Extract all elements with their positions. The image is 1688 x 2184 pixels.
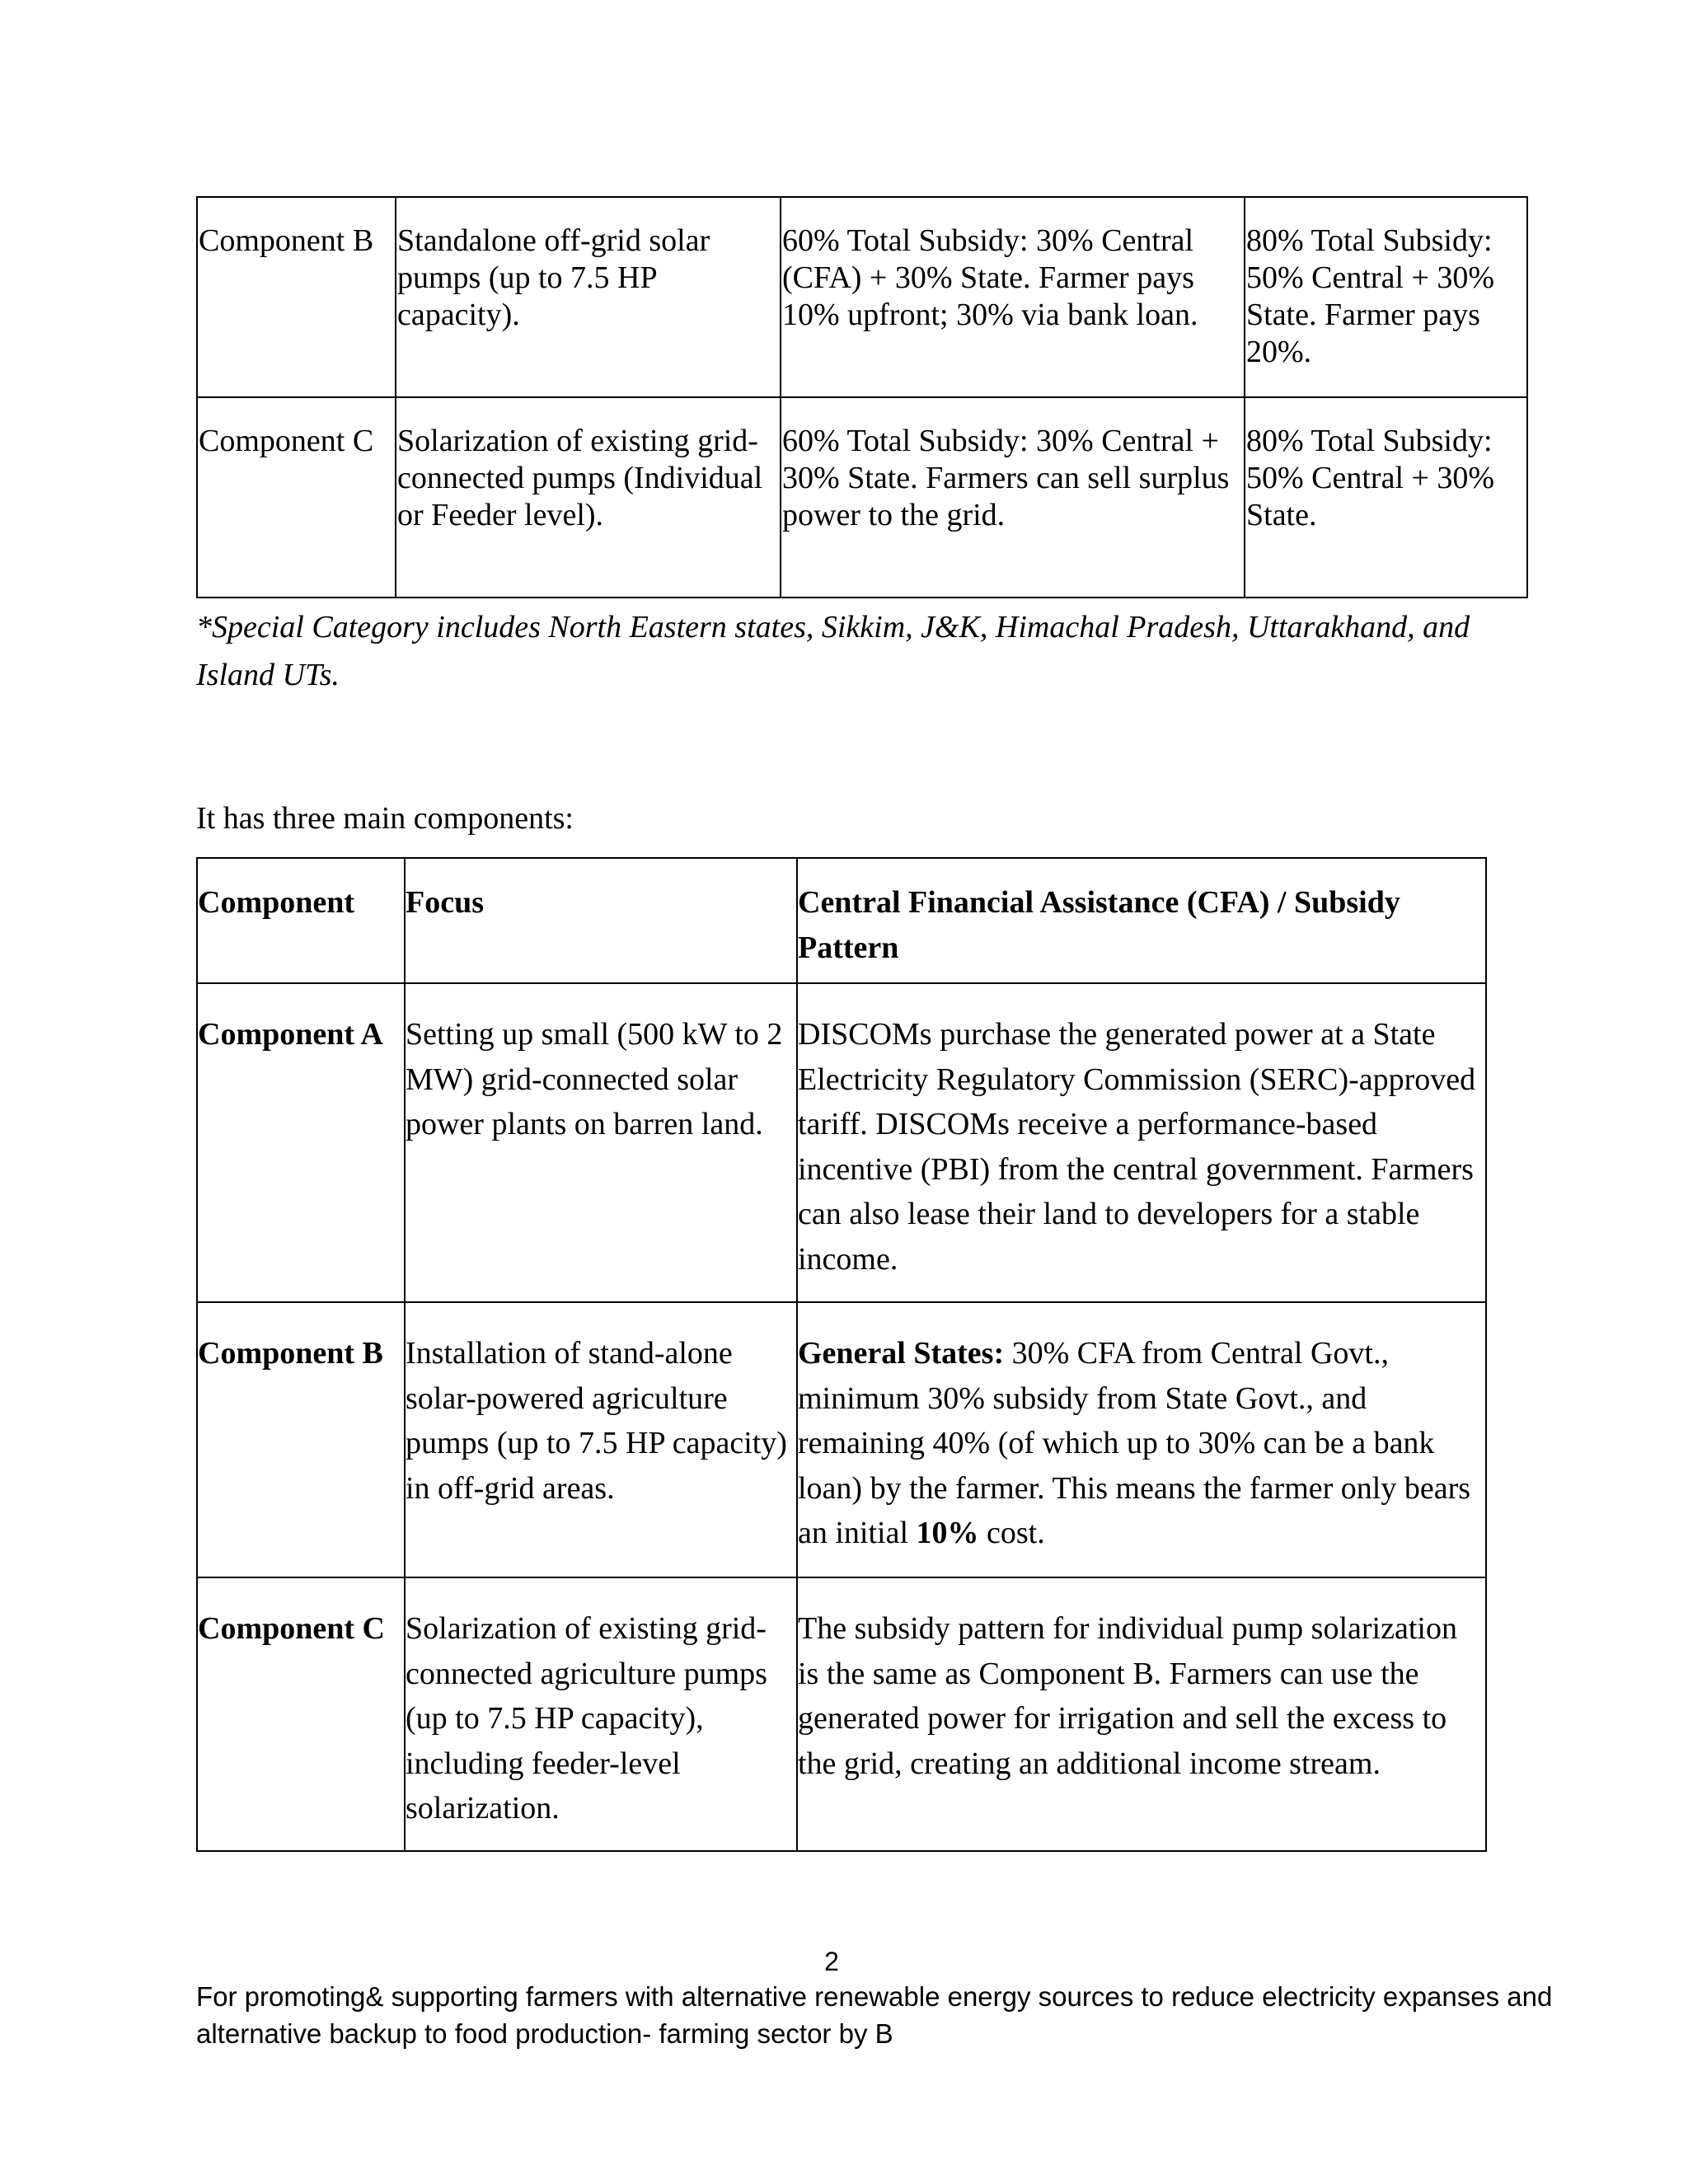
cell-cfa: DISCOMs purchase the generated power at a State Electricity Regulatory Commission (SERC)-approved tariff. DISCOMs receive a performance-based incentive (PBI) from the central government. Farmers can also lease their land to developers for a stable income. — [797, 983, 1486, 1302]
cell-general-subsidy: 60% Total Subsidy: 30% Central (CFA) + 30% State. Farmer pays 10% upfront; 30% via bank loan. — [781, 197, 1245, 397]
table-header-row — [197, 858, 1486, 983]
cell-focus: Standalone off-grid solar pumps (up to 7.5 HP capacity). — [396, 197, 781, 397]
cell-focus: Setting up small (500 kW to 2 MW) grid-connected solar power plants on barren land. — [405, 983, 797, 1302]
cell-special-subsidy: 80% Total Subsidy: 50% Central + 30% State. — [1245, 397, 1527, 598]
special-category-footnote: *Special Category includes North Eastern states, Sikkim, J&K, Himachal Pradesh, Uttarakhand, and Island UTs. — [196, 610, 1470, 692]
page-footer: For promoting& supporting farmers with alternative renewable energy sources to reduce electricity expanses and alternative backup to food production- farming sector by B — [196, 1981, 1553, 2049]
subsidy-table-continued — [196, 196, 1528, 598]
table-row — [197, 1302, 1486, 1577]
cell-component: Component C — [197, 397, 396, 598]
cell-cfa: The subsidy pattern for individual pump solarization is the same as Component B. Farmers can use the generated power for irrigation and sell the excess to the grid, creating an additional income stream. — [797, 1577, 1486, 1851]
intro-text: It has three main components: — [196, 801, 574, 836]
cfa-body: 30% CFA from Central Govt., minimum 30% subsidy from State Govt., and remaining 40% (of which up to 30% can be a bank loan) by the farmer. This means the farmer only bears an initial — [798, 1336, 1471, 1550]
cell-cfa — [797, 1302, 1486, 1577]
page-number: 2 — [824, 1947, 839, 1976]
cell-component: Component C — [197, 1577, 405, 1851]
header-focus: Focus — [405, 858, 797, 983]
table-row — [197, 397, 1527, 598]
cell-component: Component B — [197, 197, 396, 397]
header-cfa: Central Financial Assistance (CFA) / Subsidy Pattern — [797, 858, 1486, 983]
table-row — [197, 1577, 1486, 1851]
cfa-lead: General States: — [798, 1336, 1005, 1371]
cell-component: Component B — [197, 1302, 405, 1577]
header-component: Component — [197, 858, 405, 983]
cell-focus: Solarization of existing grid-connected agriculture pumps (up to 7.5 HP capacity), including feeder-level solarization. — [405, 1577, 797, 1851]
cfa-emphasis: 10% — [916, 1516, 979, 1550]
cell-component: Component A — [197, 983, 405, 1302]
cell-focus: Solarization of existing grid-connected pumps (Individual or Feeder level). — [396, 397, 781, 598]
cell-general-subsidy: 60% Total Subsidy: 30% Central + 30% State. Farmers can sell surplus power to the grid. — [781, 397, 1245, 598]
cell-focus: Installation of stand-alone solar-powered agriculture pumps (up to 7.5 HP capacity) in off-grid areas. — [405, 1302, 797, 1577]
cell-special-subsidy: 80% Total Subsidy: 50% Central + 30% State. Farmer pays 20%. — [1245, 197, 1527, 397]
table-row — [197, 197, 1527, 397]
components-table — [196, 857, 1487, 1852]
cfa-tail: cost. — [978, 1516, 1045, 1550]
table-row — [197, 983, 1486, 1302]
